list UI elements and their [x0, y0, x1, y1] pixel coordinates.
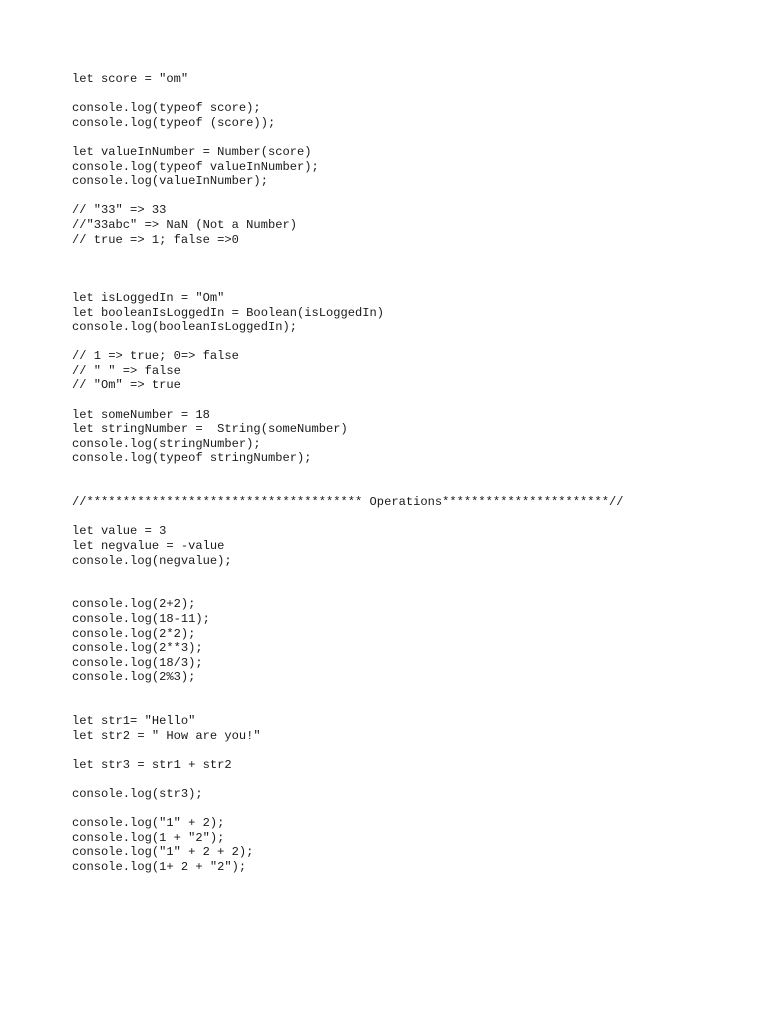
- code-block: [72, 72, 722, 875]
- code-line: [72, 743, 722, 758]
- code-line: console.log(str3);: [72, 787, 203, 802]
- code-line: console.log(18-11);: [72, 611, 210, 626]
- code-line: console.log(stringNumber);: [72, 436, 261, 451]
- code-line: let str1= "Hello": [72, 714, 196, 729]
- code-line: [72, 189, 722, 204]
- code-line: console.log(18/3);: [72, 655, 203, 670]
- code-line: console.log("1" + 2 + 2);: [72, 845, 254, 860]
- code-line: [72, 802, 722, 817]
- code-line: [72, 568, 722, 583]
- code-line: let negvalue = -value: [72, 539, 225, 553]
- code-line: [72, 466, 722, 481]
- code-line: console.log(2*2);: [72, 626, 196, 641]
- code-line: console.log(booleanIsLoggedIn);: [72, 320, 297, 335]
- code-line: [72, 393, 722, 408]
- code-line: console.log(typeof score);: [72, 101, 261, 116]
- code-line: console.log(2**3);: [72, 641, 203, 656]
- code-line: [72, 685, 722, 700]
- code-line: [72, 773, 722, 788]
- code-line: console.log(1+ 2 + "2");: [72, 860, 247, 875]
- code-line: //************************************** Operations***********************//: [72, 495, 624, 510]
- code-line: // true => 1; false =>0: [72, 232, 239, 247]
- code-line: console.log(negvalue);: [72, 553, 232, 568]
- code-line: console.log(2+2);: [72, 597, 196, 612]
- code-line: [72, 335, 722, 350]
- code-line: let booleanIsLoggedIn = Boolean(isLoggedIn): [72, 305, 385, 320]
- code-line: console.log("1" + 2);: [72, 816, 225, 831]
- code-line: [72, 583, 722, 598]
- code-line: console.log(1 + "2");: [72, 830, 225, 845]
- code-line: console.log(2%3);: [72, 670, 196, 685]
- code-line: console.log(typeof valueInNumber);: [72, 159, 319, 174]
- code-line: [72, 262, 722, 277]
- code-line: // "33" => 33: [72, 203, 167, 218]
- code-line: let value = 3: [72, 524, 167, 539]
- code-line: console.log(typeof (score));: [72, 115, 276, 130]
- code-line: let valueInNumber = Number(score): [72, 144, 312, 159]
- code-line: // " " => false: [72, 363, 181, 378]
- code-line: let isLoggedIn = "Om": [72, 290, 225, 305]
- code-line: [72, 510, 722, 525]
- code-line: [72, 700, 722, 715]
- code-line: [72, 276, 722, 291]
- code-line: [72, 130, 722, 145]
- code-line: let stringNumber = String(someNumber): [72, 422, 348, 437]
- code-line: // 1 => true; 0=> false: [72, 349, 239, 364]
- code-line: console.log(valueInNumber);: [72, 174, 268, 189]
- code-line: console.log(typeof stringNumber);: [72, 451, 312, 466]
- code-line: // "Om" => true: [72, 378, 181, 393]
- code-line: [72, 247, 722, 262]
- code-line: let str2 = " How are you!": [72, 728, 261, 743]
- code-line: [72, 481, 722, 496]
- code-line: let str3 = str1 + str2: [72, 757, 232, 772]
- code-line: [72, 87, 722, 102]
- code-line: //"33abc" => NaN (Not a Number): [72, 217, 297, 232]
- code-line: let score = "om": [72, 72, 189, 86]
- code-line: let someNumber = 18: [72, 407, 210, 422]
